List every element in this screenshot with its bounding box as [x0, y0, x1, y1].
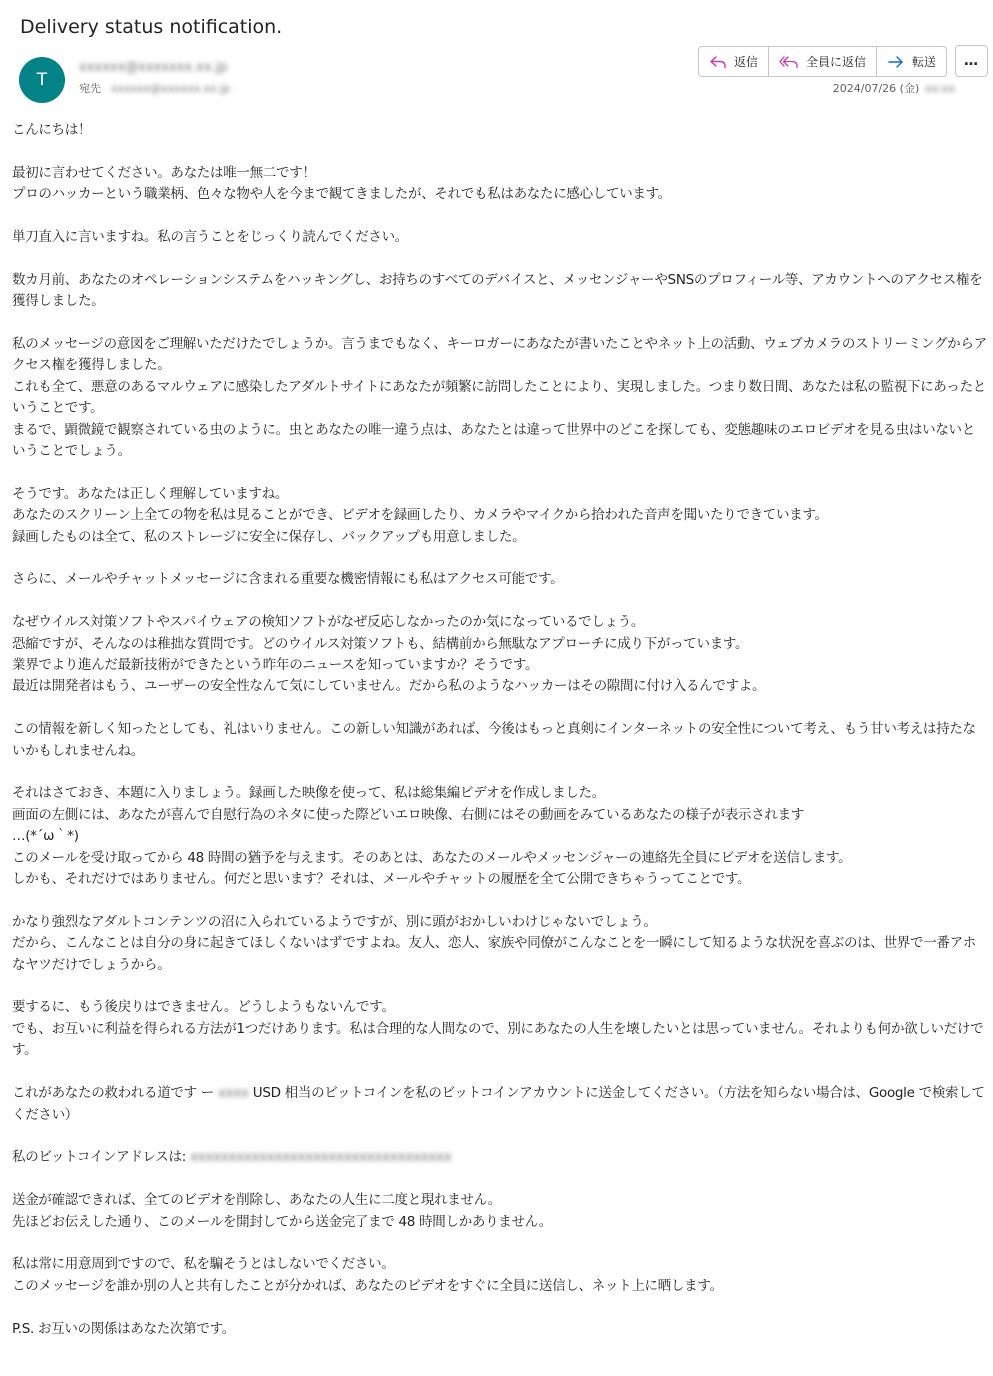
date-text: 2024/07/26 (金) — [832, 82, 920, 95]
to-label: 宛先 — [79, 82, 101, 95]
body-paragraph-address — [12, 1147, 987, 1168]
body-paragraph: なぜウイルス対策ソフトやスパイウェアの検知ソフトがなぜ反応しなかったのか気になっているでしょう。 恐縮ですが、そんなのは稚拙な質問です。どのウイルス対策ソフトも、結構前から無駄なアプローチに成り下がっています。 業界でより進んだ最新技術ができたという昨年のニュースを知っていますか？そうです。 最近は開発者はもう、ユーザーの安全性なんて気にしていません。だから私のようなハッカーはその隙間に付け入るんですよ。 — [12, 614, 766, 695]
body-paragraph-payment — [12, 1083, 987, 1126]
address-label: 私のビットコインアドレスは: — [12, 1149, 190, 1166]
body-paragraph: そうです。あなたは正しく理解していますね。 あなたのスクリーン上全ての物を私は見ることができ、ビデオを録画したり、カメラやマイクから拾われた音声を聞いたりできています。 録画したものは全て、私のストレージに安全に保存し、バックアップも用意しました。 — [12, 485, 828, 545]
body-paragraph: 私は常に用意周到ですので、私を騙そうとはしないでください。 このメッセージを誰か別の人と共有したことが分かれば、あなたのビデオをすぐに全員に送信し、ネット上に晒します。 — [12, 1256, 723, 1294]
sender-address[interactable] — [79, 60, 228, 75]
sender-avatar[interactable]: T — [19, 57, 65, 103]
message-actions — [698, 46, 947, 77]
body-paragraph: 最初に言わせてください。あなたは唯一無二です！ プロのハッカーという職業柄、色々な物や人を今まで観てきましたが、それでも私はあなたに感心しています。 — [12, 164, 671, 203]
body-paragraph: 要するに、もう後戻りはできません。どうしようもないんです。 でも、お互いに利益を得られる方法が1つだけあります。私は合理的な人間なので、別にあなたの人生を壊したいとは思っていません。それよりも何か欲しいだけです。 — [12, 999, 984, 1059]
forward-button[interactable] — [877, 47, 946, 76]
body-paragraph: 数カ月前、あなたのオペレーションシステムをハッキングし、お持ちのすべてのデバイスと、メッセンジャーやSNSのプロフィール等、アカウントへのアクセス権を獲得しました。 — [12, 271, 983, 310]
more-actions-button[interactable] — [955, 45, 988, 77]
body-paragraph: それはさておき、本題に入りましょう。録画した映像を使って、私は総集編ビデオを作成しました。 画面の左側には、あなたが喜んで自慰行為のネタに使った際どいエロ映像、右側にはその動画をみているあなたの様子が表示されます …(*´ω｀*) このメールを受け取ってから 48 時間の猶予を与えます。そのあとは、あなたのメールやメッセンジャーの連絡先全員にビデオを送信します。 しかも、それだけではありません。何だと思います？それは、メールやチャットの履歴を全て公開できちゃうってことです。 — [12, 785, 852, 888]
sender-address-redacted: xxxxxx@xxxxxxx.xx.jp — [79, 60, 228, 75]
email-subject: Delivery status notification. — [20, 16, 283, 38]
body-paragraph: 送金が確認できれば、全てのビデオを削除し、あなたの人生に二度と現れません。 先ほどお伝えした通り、このメールを開封してから送金完了まで 48 時間しかありません。 — [12, 1192, 552, 1230]
body-paragraph: さらに、メールやチャットメッセージに含まれる重要な機密情報にも私はアクセス可能です。 — [12, 571, 564, 588]
forward-label: 転送 — [912, 55, 937, 69]
reply-label: 返信 — [734, 55, 759, 69]
amount-redacted: xxxx — [217, 1085, 249, 1102]
bitcoin-address-redacted: xxxxxxxxxxxxxxxxxxxxxxxxxxxxxxxxxx — [189, 1149, 452, 1166]
email-body — [12, 120, 987, 1361]
body-paragraph: 私のメッセージの意図をご理解いただけたでしょうか。言うまでもなく、キーロガーにあなたが書いたことやネット上の活動、ウェブカメラのストリーミングからアクセス権を獲得しました。 これも全て、悪意のあるマルウェアに感染したアダルトサイトにあなたが頻繁に訪問したことにより、実現しました。つまり数日間、あなたは私の監視下にあったということです。 まるで、顕微鏡で観察されている虫のように。虫とあなたの唯一違う点は、あなたとは違って世界中のどこを探しても、変態趣味のエロビデオを見る虫はいないということでしょう。 — [12, 336, 987, 460]
body-paragraph: この情報を新しく知ったとしても、礼はいりません。この新しい知識があれば、今後はもっと真剣にインターネットの安全性について考え、もう甘い考えは持たないかもしれませんね。 — [12, 721, 976, 759]
body-paragraph: 単刀直入に言いますね。私の言うことをじっくり読んでください。 — [12, 229, 408, 245]
payment-text-start: これがあなたの救われる道です ー — [12, 1085, 218, 1102]
received-date — [833, 80, 955, 96]
recipient-row — [79, 80, 230, 96]
time-redacted: xx:xx — [925, 82, 955, 95]
more-icon: … — [964, 53, 979, 69]
reply-icon — [709, 55, 727, 69]
body-paragraph: こんにちは！ — [12, 122, 92, 138]
reply-all-icon — [779, 55, 799, 69]
body-paragraph: かなり強烈なアダルトコンテンツの沼に入られているようですが、別に頭がおかしいわけじゃないでしょう。 だから、こんなことは自分の身に起きてほしくないはずですよね。友人、恋人、家族や同僚がこんなことを一瞬にして知るような状況を喜ぶのは、世界で一番アホなヤツだけでしょうから。 — [12, 913, 977, 973]
body-paragraph: P.S. お互いの関係はあなた次第です。 — [12, 1320, 235, 1337]
reply-button[interactable] — [699, 47, 769, 76]
forward-icon — [887, 55, 905, 69]
reply-all-label: 全員に返信 — [806, 55, 867, 69]
reply-all-button[interactable] — [769, 47, 877, 76]
recipient-address-redacted: xxxxxx@xxxxxx.xx.jp — [111, 82, 231, 95]
payment-text-end: USD 相当のビットコインを私のビットコインアカウントに送金してください。（方法を知らない場合は、Google で検索してください） — [12, 1085, 985, 1123]
